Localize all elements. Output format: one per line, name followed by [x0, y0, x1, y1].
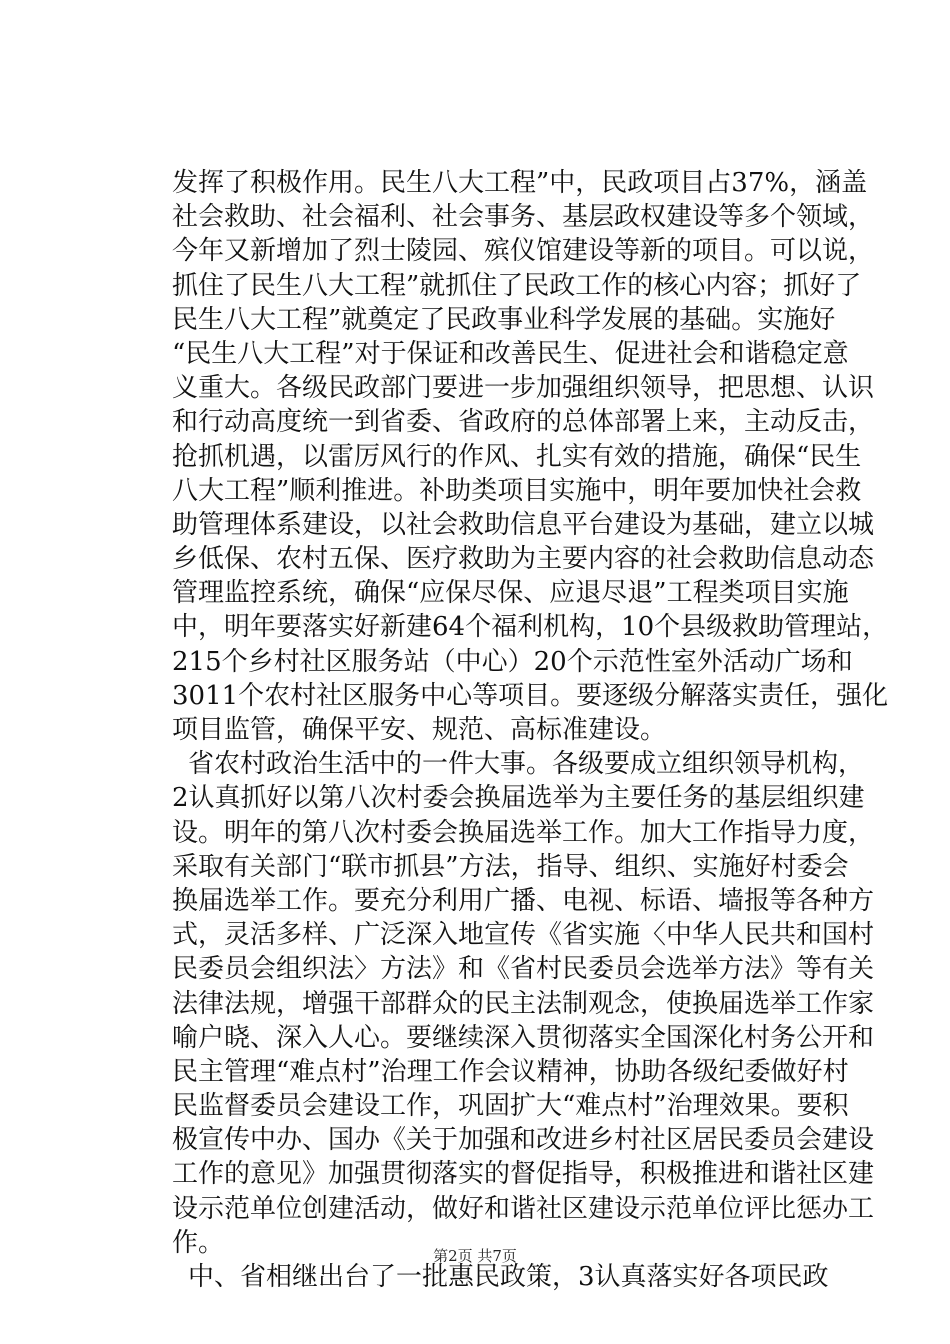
text-line: 法律法规，增强干部群众的民主法制观念，使换届选举工作家 — [172, 988, 875, 1019]
text-line: 抢抓机遇，以雷厉风行的作风、扎实有效的措施，确保“民生 — [172, 441, 862, 472]
paragraph — [172, 747, 875, 1260]
text-line: 作。 — [172, 1227, 225, 1258]
body-text — [172, 166, 889, 1294]
text-line: 民主管理“难点村”治理工作会议精神，协助各级纪委做好村 — [172, 1056, 849, 1087]
text-line: 换届选举工作。要充分利用广播、电视、标语、墙报等各种方 — [172, 885, 875, 916]
text-line: 式，灵活多样、广泛深入地宣传《省实施〈中华人民共和国村 — [172, 920, 875, 951]
text-line: 工作的意见》加强贯彻落实的督促指导，积极推进和谐社区建 — [172, 1159, 875, 1190]
text-line: 义重大。各级民政部门要进一步加强组织领导，把思想、认识 — [172, 373, 875, 404]
text-line: 采取有关部门“联市抓县”方法，指导、组织、实施好村委会 — [172, 851, 849, 882]
text-line: 3011个农村社区服务中心等项目。要逐级分解落实责任，强化 — [172, 680, 889, 711]
text-line: 喻户晓、深入人心。要继续深入贯彻落实全国深化村务公开和 — [172, 1022, 875, 1053]
text-line: 抓住了民生八大工程”就抓住了民政工作的核心内容；抓好了 — [172, 270, 862, 301]
text-line: 省农村政治生活中的一件大事。各级要成立组织领导机构， — [188, 749, 865, 780]
text-line: 发挥了积极作用。民生八大工程”中，民政项目占37%，涵盖 — [172, 168, 868, 198]
text-line: 民生八大工程”就奠定了民政事业科学发展的基础。实施好 — [172, 304, 836, 335]
text-line: 中、省相继出台了一批惠民政策，3认真落实好各项民政 — [188, 1262, 829, 1292]
text-line: 215个乡村社区服务站（中心）20个示范性室外活动广场和 — [172, 646, 853, 677]
text-line: 今年又新增加了烈士陵园、殡仪馆建设等新的项目。可以说， — [172, 236, 875, 267]
text-line: 民监督委员会建设工作，巩固扩大“难点村”治理效果。要积 — [172, 1091, 849, 1122]
paragraph — [172, 166, 889, 747]
text-line: 设。明年的第八次村委会换届选举工作。加大工作指导力度， — [172, 817, 875, 848]
text-line: 管理监控系统，确保“应保尽保、应退尽退”工程类项目实施 — [172, 578, 849, 609]
text-line: 设示范单位创建活动，做好和谐社区建设示范单位评比惩办工 — [172, 1193, 875, 1224]
text-line: 中，明年要落实好新建64个福利机构，10个县级救助管理站， — [172, 612, 889, 643]
text-line: 八大工程”顺利推进。补助类项目实施中，明年要加快社会救 — [172, 475, 862, 506]
text-line: 助管理体系建设，以社会救助信息平台建设为基础，建立以城 — [172, 509, 875, 540]
text-line: 和行动高度统一到省委、省政府的总体部署上来，主动反击， — [172, 407, 875, 438]
text-line: “民生八大工程”对于保证和改善民生、促进社会和谐稳定意 — [172, 338, 849, 369]
text-line: 社会救助、社会福利、社会事务、基层政权建设等多个领域， — [172, 202, 875, 233]
text-line: 2认真抓好以第八次村委会换届选举为主要任务的基层组织建 — [172, 783, 865, 814]
page-footer: 第2页 共7页 — [433, 1247, 517, 1265]
text-line: 乡低保、农村五保、医疗救助为主要内容的社会救助信息动态 — [172, 544, 875, 575]
text-line: 极宣传中办、国办《关于加强和改进乡村社区居民委员会建设 — [172, 1125, 875, 1156]
text-line: 项目监管，确保平安、规范、高标准建设。 — [172, 715, 667, 745]
text-line: 民委员会组织法〉方法》和《省村民委员会选举方法》等有关 — [172, 954, 875, 985]
